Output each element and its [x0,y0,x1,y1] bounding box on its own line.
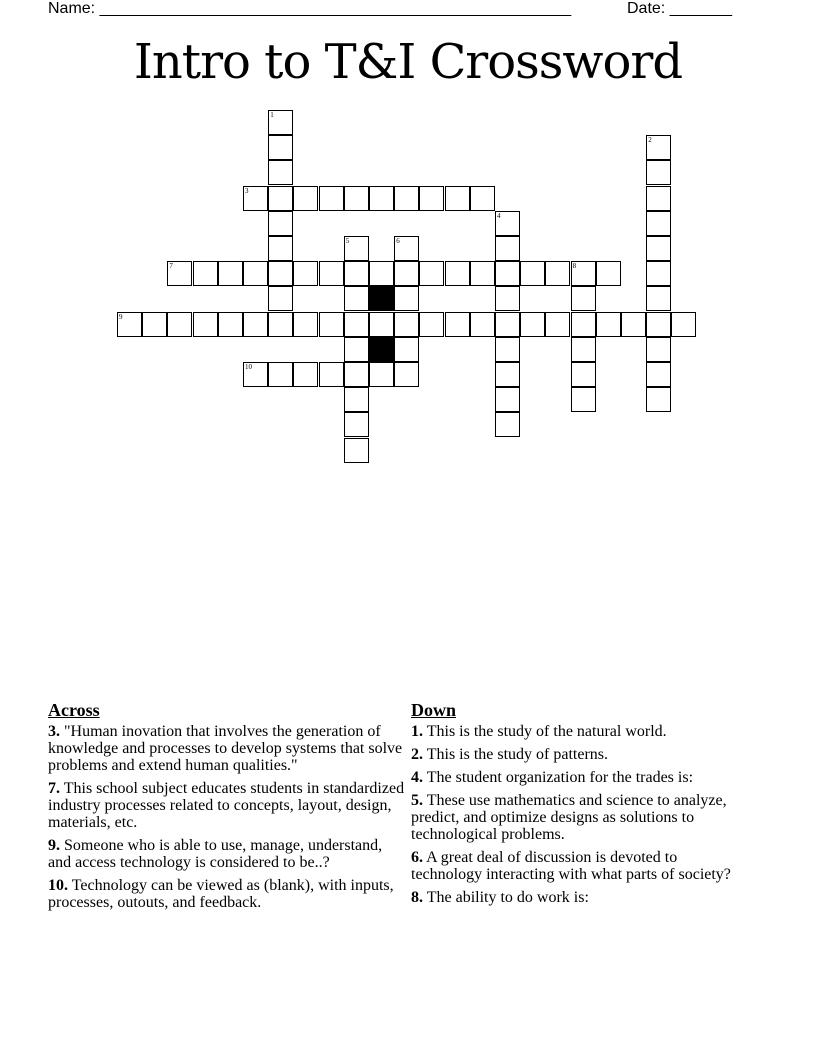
clue-number: 1. [411,723,423,740]
grid-cell[interactable] [495,236,520,261]
grid-cell[interactable] [268,160,293,185]
name-label: Name: [48,0,96,17]
grid-cell[interactable] [369,186,394,211]
grid-cell[interactable] [470,186,495,211]
grid-cell[interactable] [293,261,318,286]
grid-cell[interactable] [319,261,344,286]
grid-cell[interactable] [495,412,520,437]
grid-cell[interactable] [646,387,671,412]
clue-number: 8. [411,889,423,906]
grid-cell[interactable] [268,362,293,387]
grid-cell[interactable] [470,312,495,337]
grid-cell[interactable] [344,438,369,463]
grid-cell[interactable] [319,186,344,211]
clue-number: 7. [48,780,60,797]
grid-cell[interactable] [268,286,293,311]
grid-cell[interactable] [646,337,671,362]
grid-cell[interactable] [571,337,596,362]
grid-cell[interactable] [445,186,470,211]
grid-cell[interactable] [117,312,142,337]
clue-down-6 [411,849,751,883]
clue-across-7 [48,780,408,831]
grid-cell[interactable] [268,211,293,236]
grid-cell[interactable] [193,261,218,286]
clue-text: This is the study of patterns. [426,746,609,763]
clue-number: 9. [48,837,60,854]
grid-cell[interactable] [344,236,369,261]
grid-cell[interactable] [419,261,444,286]
grid-cell[interactable] [495,261,520,286]
clue-number-label: 5 [345,237,350,245]
grid-cell[interactable] [268,135,293,160]
grid-cell[interactable] [545,312,570,337]
across-heading: Across [48,700,100,720]
grid-cell[interactable] [369,261,394,286]
down-clues [411,700,751,912]
grid-cell[interactable] [646,186,671,211]
date-line[interactable]: _______ [669,0,732,17]
clue-down-5 [411,792,751,843]
clue-number-label: 4 [497,211,501,220]
clue-text: These use mathematics and science to analyze, predict, and optimize designs as solutions to technological problems. [411,792,727,843]
page-title: Intro to T&I Crossword [133,34,683,90]
grid-cell[interactable] [571,362,596,387]
grid-cell[interactable] [646,135,671,160]
grid-cell[interactable] [445,312,470,337]
clue-text: This school subject educates students in standardized industry processes related to concepts, layout, design, materials, etc. [48,780,405,831]
clue-number-label: 7 [169,262,173,271]
grid-cell[interactable] [495,312,520,337]
grid-cell[interactable] [344,186,369,211]
clue-number-label: 10 [245,363,252,371]
clue-text: Someone who is able to use, manage, understand, and access technology is considered to be..? [48,837,383,871]
clue-number: 5. [411,792,423,809]
grid-cell[interactable] [218,261,243,286]
clue-across-9 [48,837,408,871]
date-field[interactable] [627,0,732,18]
grid-cell[interactable] [344,261,369,286]
grid-cell[interactable] [394,337,419,362]
grid-cell[interactable] [268,186,293,211]
date-label: Date: [627,0,666,17]
clue-across-10 [48,877,408,911]
name-line[interactable]: _____________________________________________________ [99,0,572,17]
clue-down-4 [411,769,751,786]
blocked-cell [369,286,394,311]
clue-text: A great deal of discussion is devoted to technology interacting with what parts of society? [411,849,731,883]
grid-cell[interactable] [344,286,369,311]
grid-cell[interactable] [571,387,596,412]
grid-cell[interactable] [293,312,318,337]
grid-cell[interactable] [495,211,520,236]
grid-cell[interactable] [520,312,545,337]
grid-cell[interactable] [394,186,419,211]
clue-number: 10. [48,877,68,894]
grid-cell[interactable] [646,160,671,185]
grid-cell[interactable] [268,236,293,261]
clue-text: The ability to do work is: [426,889,589,906]
down-heading: Down [411,700,457,720]
clue-number-label: 3 [245,186,249,195]
grid-cell[interactable] [142,312,167,337]
grid-cell[interactable] [545,261,570,286]
grid-cell[interactable] [394,261,419,286]
name-field[interactable] [48,0,571,18]
grid-cell[interactable] [596,261,621,286]
grid-cell[interactable] [394,236,419,261]
clue-number: 3. [48,723,60,740]
grid-cell[interactable] [646,362,671,387]
blocked-cell [369,337,394,362]
clue-down-2 [411,746,751,763]
grid-cell[interactable] [243,312,268,337]
grid-cell[interactable] [671,312,696,337]
grid-cell[interactable] [369,312,394,337]
grid-cell[interactable] [167,312,192,337]
grid-cell[interactable] [495,337,520,362]
clue-number-label: 8 [572,262,577,271]
grid-cell[interactable] [621,312,646,337]
grid-cell[interactable] [571,312,596,337]
grid-cell[interactable] [470,261,495,286]
grid-cell[interactable] [571,286,596,311]
grid-cell[interactable] [293,186,318,211]
grid-cell[interactable] [167,261,192,286]
grid-cell[interactable] [218,312,243,337]
grid-cell[interactable] [268,261,293,286]
grid-cell[interactable] [646,236,671,261]
grid-cell[interactable] [344,412,369,437]
grid-cell[interactable] [344,337,369,362]
grid-cell[interactable] [193,312,218,337]
grid-cell[interactable] [268,312,293,337]
clue-across-3 [48,723,408,774]
grid-cell[interactable] [243,362,268,387]
across-clues [48,700,408,917]
grid-cell[interactable] [394,362,419,387]
grid-cell[interactable] [243,261,268,286]
grid-cell[interactable] [646,261,671,286]
clue-number: 6. [411,849,423,866]
grid-cell[interactable] [571,261,596,286]
grid-cell[interactable] [319,312,344,337]
grid-cell[interactable] [495,286,520,311]
clue-number: 2. [411,746,423,763]
clue-down-1 [411,723,751,740]
grid-cell[interactable] [243,186,268,211]
grid-cell[interactable] [293,362,318,387]
grid-cell[interactable] [495,387,520,412]
grid-cell[interactable] [419,312,444,337]
clue-text: This is the study of the natural world. [426,723,667,740]
clue-number-label: 9 [119,312,123,321]
clue-text: Technology can be viewed as (blank), with inputs, processes, outouts, and feedback. [48,877,394,911]
grid-cell[interactable] [268,110,293,135]
grid-cell[interactable] [344,362,369,387]
clue-number-label: 1 [270,111,274,119]
grid-cell[interactable] [394,312,419,337]
clue-number: 4. [411,769,423,786]
grid-cell[interactable] [394,286,419,311]
clue-number-label: 6 [396,237,400,245]
grid-cell[interactable] [419,186,444,211]
grid-cell[interactable] [319,362,344,387]
grid-cell[interactable] [596,312,621,337]
grid-cell[interactable] [369,362,394,387]
grid-cell[interactable] [520,261,545,286]
grid-cell[interactable] [646,211,671,236]
grid-cell[interactable] [344,387,369,412]
grid-cell[interactable] [646,312,671,337]
clue-number-label: 2 [648,136,652,145]
clue-text: "Human inovation that involves the generation of knowledge and processes to develop systems that solve problems and extend human qualities." [48,723,403,774]
grid-cell[interactable] [344,312,369,337]
clue-down-8 [411,889,751,906]
grid-cell[interactable] [646,286,671,311]
clue-text: The student organization for the trades is: [426,769,694,786]
grid-cell[interactable] [495,362,520,387]
grid-cell[interactable] [445,261,470,286]
